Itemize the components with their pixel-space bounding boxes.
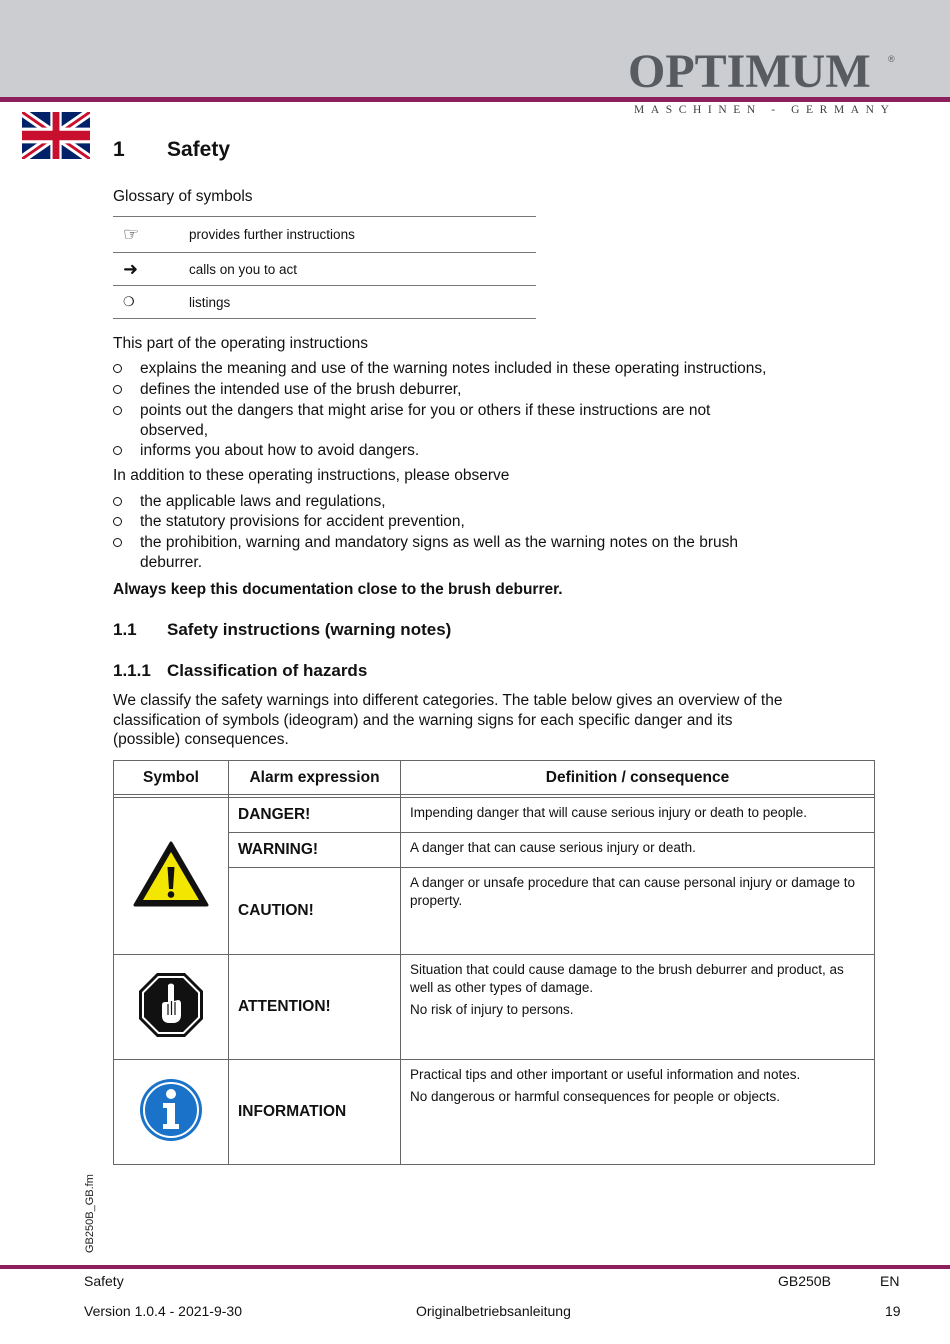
subsection-title: Safety instructions (warning notes) xyxy=(167,620,452,639)
column-header: Alarm expression xyxy=(229,761,401,795)
footer-chapter: Safety xyxy=(84,1273,124,1289)
list-item: defines the intended use of the brush deburrer, xyxy=(113,380,793,400)
definition-cell: A danger that can cause serious injury or death. xyxy=(401,833,875,868)
warning-triangle-icon xyxy=(132,839,210,909)
definition-cell: Practical tips and other important or useful information and notes. No dangerous or harmful consequences for people or objects. xyxy=(401,1060,875,1165)
section-title: Safety xyxy=(167,138,231,161)
glossary-row xyxy=(113,286,536,319)
keep-documentation-note: Always keep this documentation close to the brush deburrer. xyxy=(113,581,563,598)
footer-language: EN xyxy=(880,1273,900,1289)
alarm-expression: DANGER! xyxy=(229,798,401,833)
source-file-label: GB250B_GB.fm xyxy=(84,1174,96,1253)
definition-cell: Situation that could cause damage to the brush deburrer and product, as well as other types of damage. No risk of injury to persons. xyxy=(401,955,875,1060)
optimum-logo xyxy=(628,45,898,122)
stop-hand-icon xyxy=(137,971,205,1039)
logo-registered-mark: ® xyxy=(888,54,895,64)
hazard-table xyxy=(113,760,875,1165)
footer-version: Version 1.0.4 - 2021-9-30 xyxy=(84,1303,242,1319)
table-row xyxy=(114,1060,875,1165)
column-header: Symbol xyxy=(114,761,229,795)
footer-model: GB250B xyxy=(778,1273,831,1289)
bullet-circle-icon xyxy=(113,538,122,547)
subsection-number: 1.1 xyxy=(113,620,137,639)
intro-lead: This part of the operating instructions xyxy=(113,335,369,352)
footer-doc-type: Originalbetriebsanleitung xyxy=(416,1303,571,1319)
list-item: explains the meaning and use of the warning notes included in these operating instructions, xyxy=(113,359,793,379)
bullet-circle-icon xyxy=(113,517,122,526)
information-symbol-cell xyxy=(114,1060,229,1165)
pointing-hand-icon: ☞ xyxy=(113,217,189,253)
table-row xyxy=(114,955,875,1060)
column-header: Definition / consequence xyxy=(401,761,875,795)
section-number: 1 xyxy=(113,138,125,161)
glossary-row xyxy=(113,253,536,286)
table-row xyxy=(114,868,875,955)
list-item: the applicable laws and regulations, xyxy=(113,492,793,512)
alarm-expression: WARNING! xyxy=(229,833,401,868)
bullet-circle-icon xyxy=(113,364,122,373)
logo-wordmark: OPTIMUM xyxy=(628,45,871,98)
arrow-right-icon: ➜ xyxy=(113,253,189,286)
definition-cell: A danger or unsafe procedure that can cause personal injury or damage to property. xyxy=(401,868,875,955)
list-item: points out the dangers that might arise for you or others if these instructions are not observed, xyxy=(113,401,753,440)
table-header-row xyxy=(114,761,875,795)
bullet-circle-icon xyxy=(113,385,122,394)
footer-rule xyxy=(0,1265,950,1269)
glossary-row xyxy=(113,217,536,253)
alarm-expression: CAUTION! xyxy=(229,868,401,955)
glossary-heading: Glossary of symbols xyxy=(113,188,253,205)
list-item: the statutory provisions for accident prevention, xyxy=(113,512,793,532)
information-icon xyxy=(139,1078,203,1142)
bullet-circle-icon xyxy=(113,406,122,415)
warning-symbol-cell xyxy=(114,798,229,955)
logo-subtitle: MASCHINEN - GERMANY xyxy=(634,104,896,116)
table-row xyxy=(114,833,875,868)
list-item: the prohibition, warning and mandatory signs as well as the warning notes on the brush deburrer. xyxy=(113,533,783,572)
table-row xyxy=(114,798,875,833)
intro-lead-2: In addition to these operating instructions, please observe xyxy=(113,467,510,484)
glossary-text: listings xyxy=(189,286,536,319)
bullet-circle-icon xyxy=(113,497,122,506)
alarm-expression: INFORMATION xyxy=(229,1060,401,1165)
circle-bullet-icon: ❍ xyxy=(113,286,189,319)
alarm-expression: ATTENTION! xyxy=(229,955,401,1060)
definition-cell: Impending danger that will cause serious injury or death to people. xyxy=(401,798,875,833)
glossary-table xyxy=(113,216,536,319)
glossary-text: calls on you to act xyxy=(189,253,536,286)
subsubsection-title: Classification of hazards xyxy=(167,661,368,680)
attention-symbol-cell xyxy=(114,955,229,1060)
page-number: 19 xyxy=(885,1303,901,1319)
glossary-text: provides further instructions xyxy=(189,217,536,253)
bullet-circle-icon xyxy=(113,446,122,455)
list-item: informs you about how to avoid dangers. xyxy=(113,441,793,461)
subsubsection-number: 1.1.1 xyxy=(113,661,151,680)
uk-flag-icon xyxy=(22,112,90,159)
classification-paragraph: We classify the safety warnings into different categories. The table below gives an overview of the classification of symbols (ideogram) and the warning signs for each specific danger and its (possible) consequences. xyxy=(113,692,783,748)
